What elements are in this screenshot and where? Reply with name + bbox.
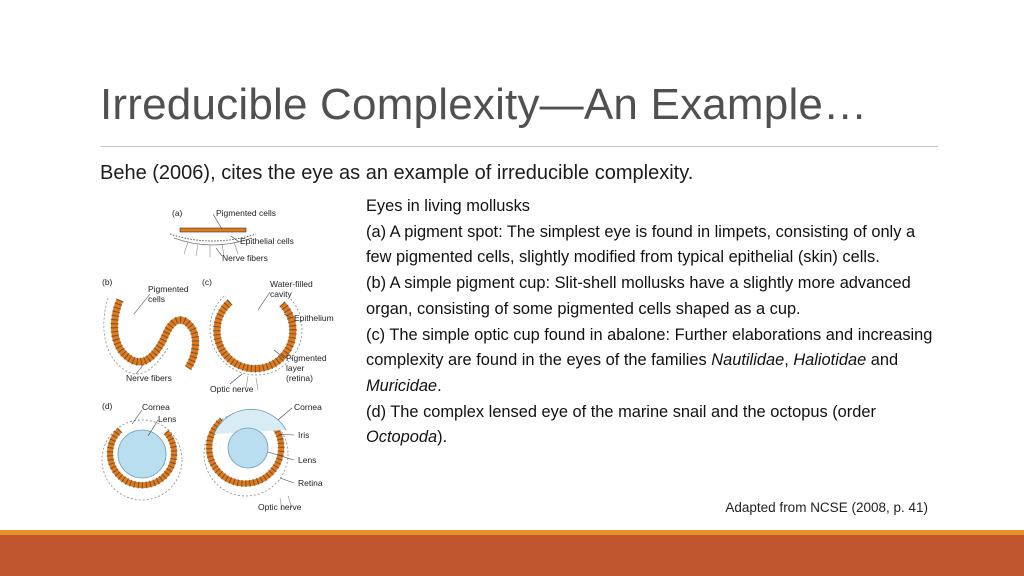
panel-a-label: (a) <box>172 208 183 218</box>
label-optic-nerve-c: Optic nerve <box>210 384 254 394</box>
label-epithelial-cells: Epithelial cells <box>240 236 294 246</box>
label-cavity: cavity <box>270 289 292 299</box>
description-b: (b) A simple pigment cup: Slit-shell mollusks have a slightly more advanced organ, consisting of some pigmented cells shaped as a cup. <box>366 274 911 318</box>
label-cells-b: cells <box>148 294 166 304</box>
label-lens-right: Lens <box>298 455 317 465</box>
separator-2: and <box>866 351 899 370</box>
family-haliotidae: Haliotidae <box>793 351 867 370</box>
eye-diagram <box>98 198 353 516</box>
label-pigmented-c: Pigmented <box>286 353 327 363</box>
label-epithelium: Epithelium <box>294 313 334 323</box>
family-muricidae: Muricidae <box>366 376 438 395</box>
eye-description <box>366 194 938 451</box>
description-c-text: (c) The simple optic cup found in abalone: Further elaborations and increasing complexity are found in the eyes of the families <box>366 325 933 370</box>
label-retina-c: (retina) <box>286 373 313 383</box>
description-c <box>366 323 938 400</box>
footer-band <box>0 535 1024 576</box>
label-nerve-fibers-b: Nerve fibers <box>126 373 172 383</box>
label-layer: layer <box>286 363 305 373</box>
description-a: (a) A pigment spot: The simplest eye is found in limpets, consisting of only a few pigmented cells, slightly modified from typical epithelial (skin) cells. <box>366 222 916 267</box>
label-optic-nerve-d: Optic nerve <box>258 502 302 512</box>
title-divider <box>100 146 938 147</box>
label-pigmented-b: Pigmented <box>148 284 189 294</box>
label-water-filled: Water-filled <box>270 279 313 289</box>
label-cornea-right: Cornea <box>294 402 322 412</box>
slide-title: Irreducible Complexity—An Example… <box>100 80 868 129</box>
family-nautilidae: Nautilidae <box>711 351 785 370</box>
separator-1: , <box>784 351 794 370</box>
panel-c-label: (c) <box>202 277 212 287</box>
description-d-end: ). <box>437 428 448 447</box>
label-retina-d: Retina <box>298 478 323 488</box>
slide-subtitle: Behe (2006), cites the eye as an example of irreducible complexity. <box>100 162 694 184</box>
panel-b-label: (b) <box>102 277 113 287</box>
panel-d-right-diagram <box>204 402 323 512</box>
label-iris: Iris <box>298 430 310 440</box>
order-octopoda: Octopoda <box>366 428 438 447</box>
panel-c-diagram <box>202 277 334 394</box>
panel-d-label: (d) <box>102 401 113 411</box>
label-lens-left: Lens <box>158 414 177 424</box>
description-d-text: (d) The complex lensed eye of the marine snail and the octopus (order <box>366 402 876 421</box>
panel-a-diagram <box>170 208 294 263</box>
panel-b-diagram <box>102 277 195 383</box>
source-credit: Adapted from NCSE (2008, p. 41) <box>725 500 928 515</box>
panel-d-left-diagram <box>102 401 182 500</box>
description-c-end: . <box>437 376 442 395</box>
mollusk-eye-figure <box>98 198 353 516</box>
label-cornea-left: Cornea <box>142 402 170 412</box>
label-pigmented-cells-a: Pigmented cells <box>216 208 277 218</box>
label-nerve-fibers-a: Nerve fibers <box>222 253 268 263</box>
description-d <box>366 400 938 451</box>
description-heading: Eyes in living mollusks <box>366 197 530 215</box>
